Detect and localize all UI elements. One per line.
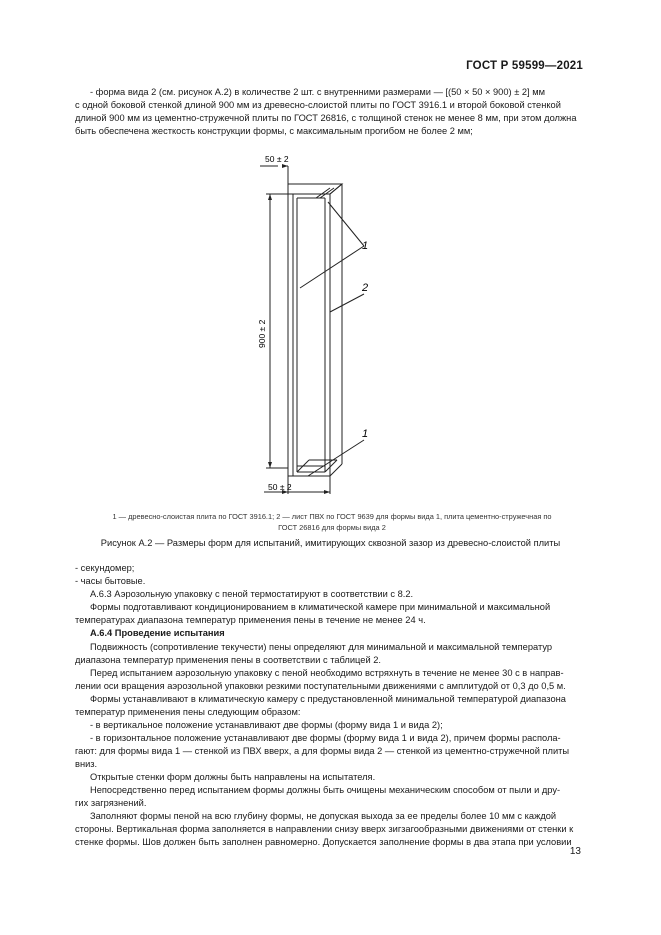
paragraph-line: гают: для формы вида 1 — стенкой из ПВХ вверх, а для формы вида 2 — стенкой из цементно-стружечной плиты	[75, 746, 570, 756]
dim-height-label: 900 ± 2	[257, 319, 267, 348]
list-item: - в вертикальное положение устанавливают две формы (форму вида 1 и вида 2);	[90, 720, 443, 730]
figure-legend-line: 1 — древесно-слоистая плита по ГОСТ 3916.1; 2 — лист ПВХ по ГОСТ 9639 для формы вида 1, плита цементно-стружечная по	[112, 512, 552, 521]
paragraph-line: Формы подготавливают кондиционированием в климатической камере при минимальной и максимальной	[90, 602, 551, 612]
paragraph-line: Перед испытанием аэрозольную упаковку с пеной необходимо встряхнуть в течение не менее 30 с в направ-	[90, 668, 564, 678]
list-item: - секундомер;	[75, 563, 135, 573]
dim-top-label: 50 ± 2	[265, 154, 289, 164]
callout-1-top: 1	[362, 240, 369, 252]
intro-line: - форма вида 2 (см. рисунок А.2) в количестве 2 шт. с внутренними размерами — [(50 × 50 × 900) ± 2] мм	[90, 87, 545, 97]
paragraph-line: стенке формы. Шов должен быть заполнен равномерно. Допускается заполнение формы в два этапа при условии	[75, 837, 572, 847]
figure-caption: Рисунок А.2 — Размеры форм для испытаний, имитирующих сквозной зазор из древесно-слоистой плиты	[100, 538, 561, 548]
paragraph-line: стороны. Вертикальная форма заполняется в направлении снизу вверх зигзагообразными движениями от стенки к	[75, 824, 574, 834]
paragraph-line: диапазона температур применения пены в соответствии с таблицей 2.	[75, 655, 381, 665]
paragraph-line: температурах диапазона температур применения пены в течение не менее 24 ч.	[75, 615, 426, 625]
form-dimension-drawing	[230, 148, 410, 498]
intro-line: с одной боковой стенкой длиной 900 мм из древесно-слоистой плиты по ГОСТ 3916.1 и второй боковой стенкой	[75, 100, 561, 110]
page-number: 13	[569, 846, 581, 857]
dim-bottom-label: 50 ± 2	[268, 482, 292, 492]
paragraph-line: Открытые стенки форм должны быть направлены на испытателя.	[90, 772, 376, 782]
document-header: ГОСТ Р 59599—2021	[466, 60, 583, 72]
callout-1-bottom: 1	[362, 428, 369, 440]
list-item: - в горизонтальное положение устанавливают две формы (форму вида 1 и вида 2), причем формы распола-	[90, 733, 561, 743]
paragraph-line: Подвижность (сопротивление текучести) пены определяют для минимальной и максимальной температур	[90, 642, 553, 652]
intro-line: быть обеспечена жесткость конструкции формы, с максимальным прогибом не более 2 мм;	[75, 126, 473, 136]
paragraph-line: Непосредственно перед испытанием формы должны быть очищены механическим способом от пыли и дру-	[90, 785, 561, 795]
paragraph-line: вниз.	[75, 759, 98, 769]
paragraph-line: лении оси вращения аэрозольной упаковки резкими поступательными движениями с амплитудой от 0,3 до 0,5 м.	[75, 681, 566, 691]
figure-legend-line: ГОСТ 26816 для формы вида 2	[278, 523, 386, 532]
paragraph-line: Формы устанавливают в климатическую камеру с предустановленной минимальной температурой диапазона	[90, 694, 566, 704]
callout-2: 2	[362, 282, 369, 294]
intro-line: длиной 900 мм из цементно-стружечной плиты по ГОСТ 26816, с толщиной стенок не менее 8 мм, при этом должна	[75, 113, 577, 123]
section-heading: А.6.4 Проведение испытания	[90, 628, 225, 638]
paragraph-line: температур применения пены следующим образом:	[75, 707, 301, 717]
paragraph-line: гих загрязнений.	[75, 798, 147, 808]
paragraph-line: А.6.3 Аэрозольную упаковку с пеной термостатируют в соответствии с 8.2.	[90, 589, 414, 599]
list-item: - часы бытовые.	[75, 576, 146, 586]
paragraph-line: Заполняют формы пеной на всю глубину формы, не допуская выхода за ее пределы более 10 мм с каждой	[90, 811, 557, 821]
